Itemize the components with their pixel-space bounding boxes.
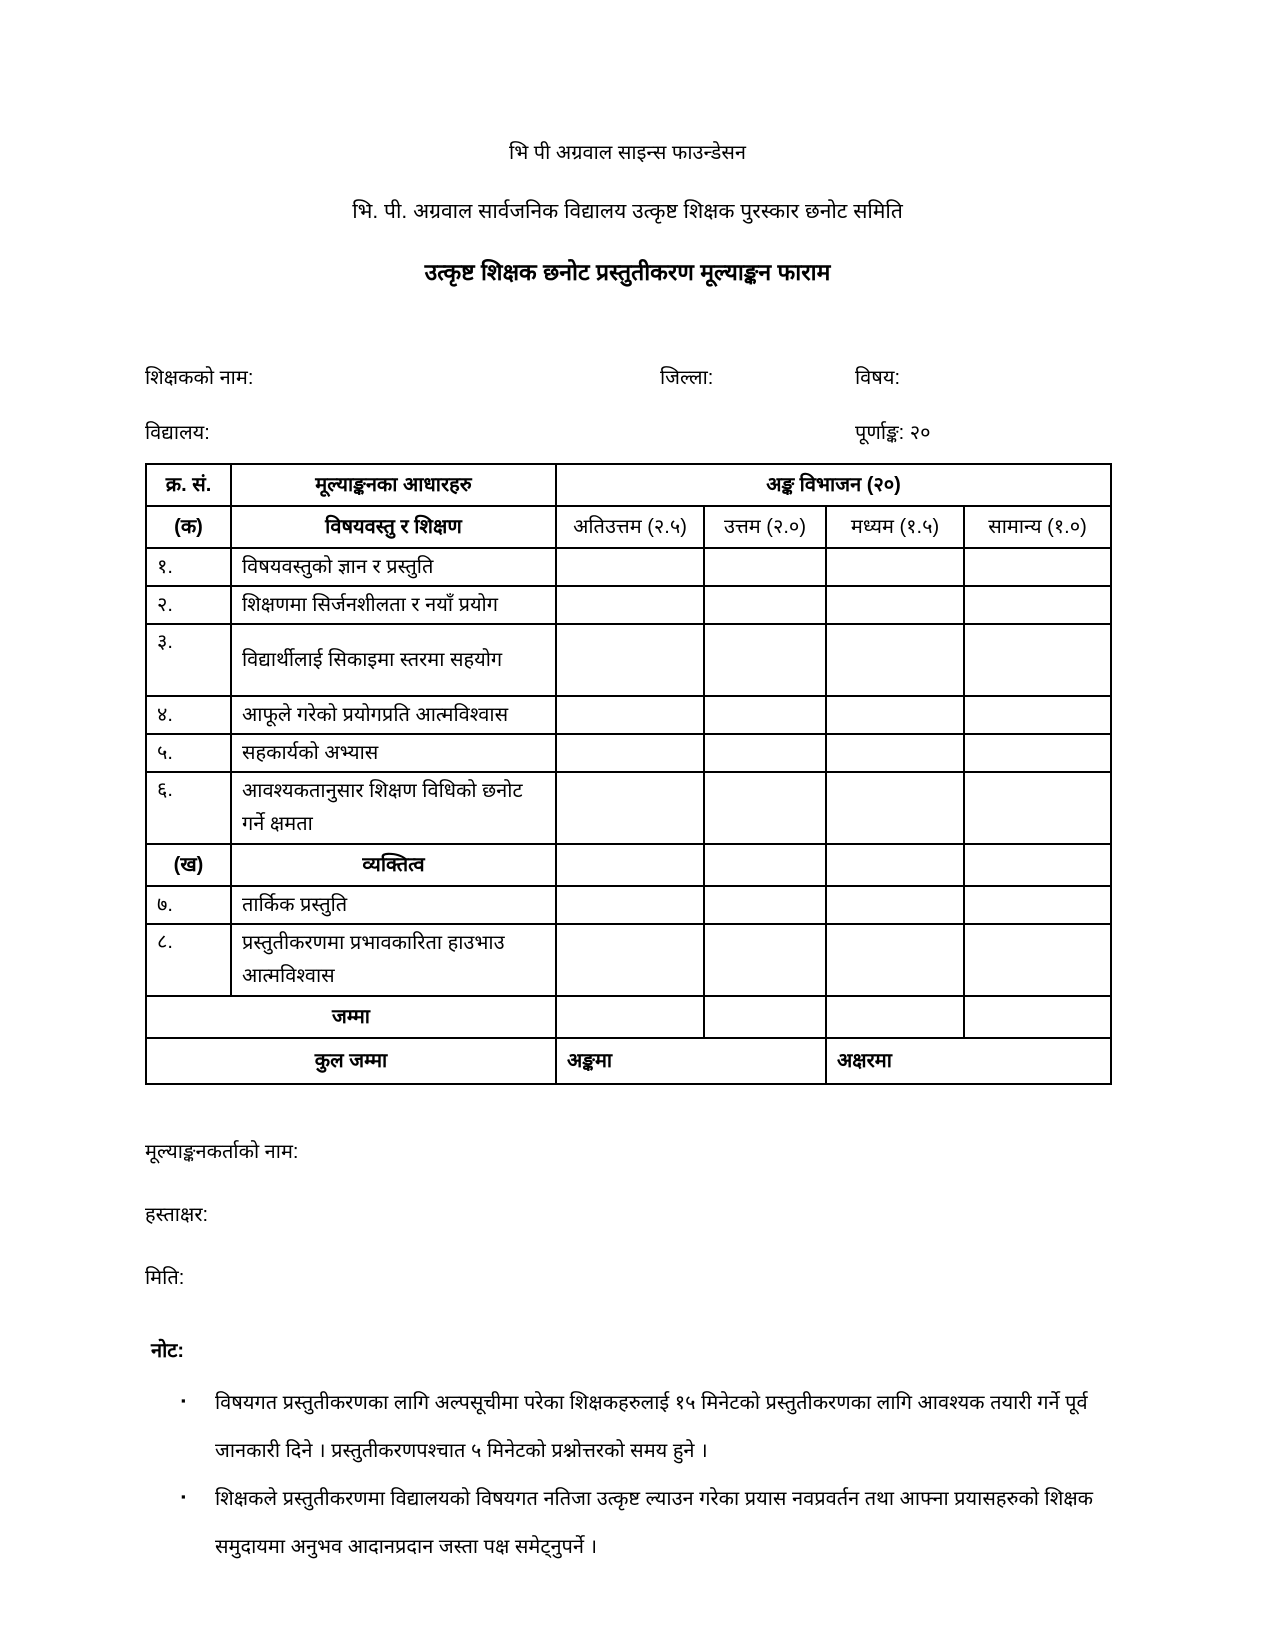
school-label: विद्यालय:: [145, 422, 210, 444]
row-criteria: सहकार्यको अभ्यास: [231, 734, 556, 772]
total-label: जम्मा: [146, 996, 556, 1038]
grand-total-row: [146, 1038, 1111, 1084]
score-cell: [556, 696, 704, 734]
score-cell: [826, 696, 964, 734]
score-cell: [964, 844, 1111, 886]
section-a-title: विषयवस्तु र शिक्षण: [231, 506, 556, 548]
note-text: विषयगत प्रस्तुतीकरणका लागि अल्पसूचीमा परेका शिक्षकहरुलाई १५ मिनेटको प्रस्तुतीकरणका लागि आवश्यक तयारी गर्ने पूर्व जानकारी दिने । प्रस्तुतीकरणपश्चात ५ मिनेटको प्रश्नोत्तरको समय हुने ।: [215, 1392, 1088, 1462]
score-cell: [556, 772, 704, 844]
score-cell: [556, 734, 704, 772]
district-label: जिल्ला:: [660, 367, 714, 389]
grade-header-general: सामान्य (१.०): [964, 506, 1111, 548]
score-cell: [964, 924, 1111, 996]
score-cell: [556, 886, 704, 924]
score-cell: [556, 624, 704, 696]
row-criteria: तार्किक प्रस्तुति: [231, 886, 556, 924]
section-a-sn: (क): [146, 506, 231, 548]
row-criteria: विद्यार्थीलाई सिकाइमा स्तरमा सहयोग: [231, 624, 556, 696]
score-cell: [964, 734, 1111, 772]
org-title: भि पी अग्रवाल साइन्स फाउन्डेसन: [509, 142, 746, 164]
row-sn: ८.: [146, 924, 231, 996]
row-sn: ३.: [146, 624, 231, 696]
full-marks-label: पूर्णाङ्क: २०: [855, 422, 931, 444]
section-b-sn: (ख): [146, 844, 231, 886]
score-cell: [704, 548, 826, 586]
score-cell: [704, 844, 826, 886]
score-cell: [556, 996, 704, 1038]
row-criteria: आफूले गरेको प्रयोगप्रति आत्मविश्वास: [231, 696, 556, 734]
score-cell: [964, 886, 1111, 924]
score-cell: [826, 548, 964, 586]
score-cell: [704, 586, 826, 624]
score-cell: [556, 924, 704, 996]
table-row: [146, 924, 1111, 996]
row-criteria: शिक्षणमा सिर्जनशीलता र नयाँ प्रयोग: [231, 586, 556, 624]
score-cell: [964, 772, 1111, 844]
note-heading: नोट:: [151, 1340, 185, 1362]
score-cell: [964, 624, 1111, 696]
table-header-row: [146, 464, 1111, 506]
score-cell: [826, 624, 964, 696]
grade-header-good: उत्तम (२.०): [704, 506, 826, 548]
field-row-2: [145, 418, 1110, 445]
evaluation-table: [145, 463, 1112, 1085]
row-criteria: विषयवस्तुको ज्ञान र प्रस्तुति: [231, 548, 556, 586]
teacher-name-label: शिक्षकको नाम:: [145, 367, 254, 389]
grade-header-excellent: अतिउत्तम (२.५): [556, 506, 704, 548]
score-cell: [826, 886, 964, 924]
score-cell: [826, 924, 964, 996]
score-cell: [704, 624, 826, 696]
score-cell: [826, 734, 964, 772]
note-text: शिक्षकले प्रस्तुतीकरणमा विद्यालयको विषयगत नतिजा उत्कृष्ट ल्याउन गरेका प्रयास नवप्रवर्तन तथा आफ्ना प्रयासहरुको शिक्षक समुदायमा अनुभव आदानप्रदान जस्ता पक्ष समेट्नुपर्ने ।: [215, 1488, 1094, 1558]
score-cell: [964, 996, 1111, 1038]
signature-label: हस्ताक्षर:: [145, 1204, 209, 1226]
note-item: [181, 1475, 1110, 1571]
score-cell: [964, 696, 1111, 734]
note-item: [181, 1379, 1110, 1475]
total-row: [146, 996, 1111, 1038]
score-cell: [964, 548, 1111, 586]
committee-title: भि. पी. अग्रवाल सार्वजनिक विद्यालय उत्कृष्ट शिक्षक पुरस्कार छनोट समिति: [352, 200, 903, 223]
form-title: उत्कृष्ट शिक्षक छनोट प्रस्तुतीकरण मूल्याङ्कन फाराम: [424, 259, 831, 285]
evaluator-name-label: मूल्याङ्कनकर्ताको नाम:: [145, 1141, 299, 1163]
table-row: [146, 772, 1111, 844]
score-cell: [556, 844, 704, 886]
table-row: [146, 886, 1111, 924]
score-cell: [556, 586, 704, 624]
score-cell: [826, 844, 964, 886]
score-cell: [704, 696, 826, 734]
score-cell: [826, 996, 964, 1038]
subject-label: विषय:: [855, 367, 901, 389]
score-cell: [556, 548, 704, 586]
table-row: [146, 734, 1111, 772]
signature-block: [145, 1137, 1110, 1290]
square-bullet-icon: ▪: [181, 1393, 186, 1408]
note-list: [145, 1379, 1110, 1571]
row-sn: २.: [146, 586, 231, 624]
score-cell: [704, 996, 826, 1038]
section-b-title: व्यक्तित्व: [231, 844, 556, 886]
row-sn: ४.: [146, 696, 231, 734]
table-row: [146, 586, 1111, 624]
in-words-label: अक्षरमा: [826, 1038, 1111, 1084]
score-cell: [704, 924, 826, 996]
field-row-1: [145, 363, 1110, 390]
table-row: [146, 624, 1111, 696]
score-cell: [826, 772, 964, 844]
table-row: [146, 548, 1111, 586]
section-b-header-row: [146, 844, 1111, 886]
form-fields: [145, 363, 1110, 445]
score-cell: [704, 886, 826, 924]
section-a-header-row: [146, 506, 1111, 548]
sn-column-header: क्र. सं.: [146, 464, 231, 506]
score-cell: [704, 734, 826, 772]
marks-division-header: अङ्क विभाजन (२०): [556, 464, 1111, 506]
score-cell: [826, 586, 964, 624]
grade-header-medium: मध्यम (१.५): [826, 506, 964, 548]
grand-total-label: कुल जम्मा: [146, 1038, 556, 1084]
table-row: [146, 696, 1111, 734]
row-sn: ७.: [146, 886, 231, 924]
in-figures-label: अङ्कमा: [556, 1038, 826, 1084]
row-sn: ६.: [146, 772, 231, 844]
square-bullet-icon: ▪: [181, 1489, 186, 1504]
row-criteria: आवश्यकतानुसार शिक्षण विधिको छनोट गर्ने क्षमता: [231, 772, 556, 844]
row-sn: ५.: [146, 734, 231, 772]
row-sn: १.: [146, 548, 231, 586]
title-block: [145, 138, 1110, 287]
score-cell: [704, 772, 826, 844]
score-cell: [964, 586, 1111, 624]
row-criteria: प्रस्तुतीकरणमा प्रभावकारिता हाउभाउ आत्मविश्वास: [231, 924, 556, 996]
criteria-column-header: मूल्याङ्कनका आधारहरु: [231, 464, 556, 506]
date-label: मिति:: [145, 1267, 185, 1289]
